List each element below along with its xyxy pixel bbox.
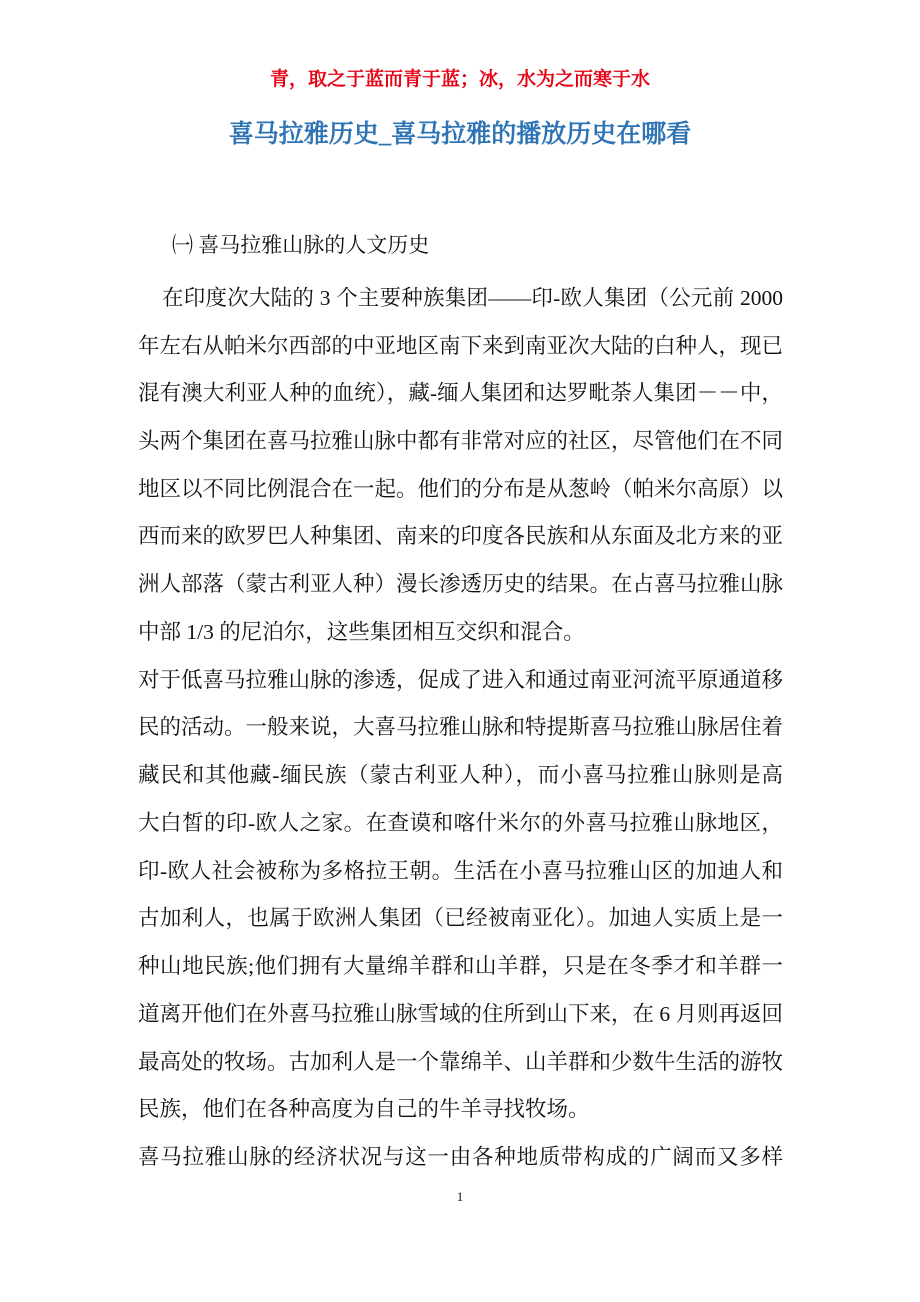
- text-line: 西而来的欧罗巴人种集团、南来的印度各民族和从东面及北方来的亚: [138, 524, 784, 548]
- text-line: 民族，他们在各种高度为自己的牛羊寻找牧场。: [138, 1097, 590, 1121]
- text-line: 民的活动。一般来说，大喜马拉雅山脉和特提斯喜马拉雅山脉居住着: [138, 715, 784, 739]
- text-line: 混有澳大利亚人种的血统），藏-缅人集团和达罗毗荼人集团－－中，: [138, 381, 783, 405]
- text-line: 在印度次大陆的 3 个主要种族集团——印-欧人集团（公元前 2000: [162, 286, 783, 310]
- page-number: 1: [456, 1189, 464, 1204]
- text-line: 头两个集团在喜马拉雅山脉中都有非常对应的社区，尽管他们在不同: [138, 429, 784, 453]
- text-line: 藏民和其他藏-缅民族（蒙古利亚人种），而小喜马拉雅山脉则是高: [138, 763, 783, 787]
- text-line: 古加利人，也属于欧洲人集团（已经被南亚化）。加迪人实质上是一: [138, 906, 783, 930]
- document-title: 喜马拉雅历史_喜马拉雅的播放历史在哪看: [228, 121, 692, 148]
- text-line: 印-欧人社会被称为多格拉王朝。生活在小喜马拉雅山区的加迪人和: [138, 859, 783, 883]
- text-line: 大白皙的印-欧人之家。在查谟和喀什米尔的外喜马拉雅山脉地区，: [138, 811, 783, 835]
- text-line: 喜马拉雅山脉的经济状况与这一由各种地质带构成的广阔而又多样: [138, 1145, 783, 1169]
- text-line: 洲人部落（蒙古利亚人种）漫长渗透历史的结果。在占喜马拉雅山脉: [138, 572, 784, 596]
- header-motto: 青，取之于蓝而青于蓝；冰，水为之而寒于水: [269, 69, 650, 90]
- text-line: 最高处的牧场。古加利人是一个靠绵羊、山羊群和少数牛生活的游牧: [138, 1050, 784, 1074]
- text-line: 种山地民族;他们拥有大量绵羊群和山羊群，只是在冬季才和羊群一: [138, 954, 783, 978]
- text-line: 年左右从帕米尔西部的中亚地区南下来到南亚次大陆的白种人，现已: [138, 334, 784, 358]
- section-heading: ㈠ 喜马拉雅山脉的人文历史: [172, 233, 430, 257]
- text-line: 对于低喜马拉雅山脉的渗透，促成了进入和通过南亚河流平原通道移: [138, 668, 784, 692]
- text-line: 道离开他们在外喜马拉雅山脉雪域的住所到山下来，在 6 月则再返回: [138, 1002, 784, 1026]
- text-line: 中部 1/3 的尼泊尔，这些集团相互交织和混合。: [138, 620, 585, 644]
- text-line: 地区以不同比例混合在一起。他们的分布是从葱岭（帕米尔高原）以: [138, 477, 784, 501]
